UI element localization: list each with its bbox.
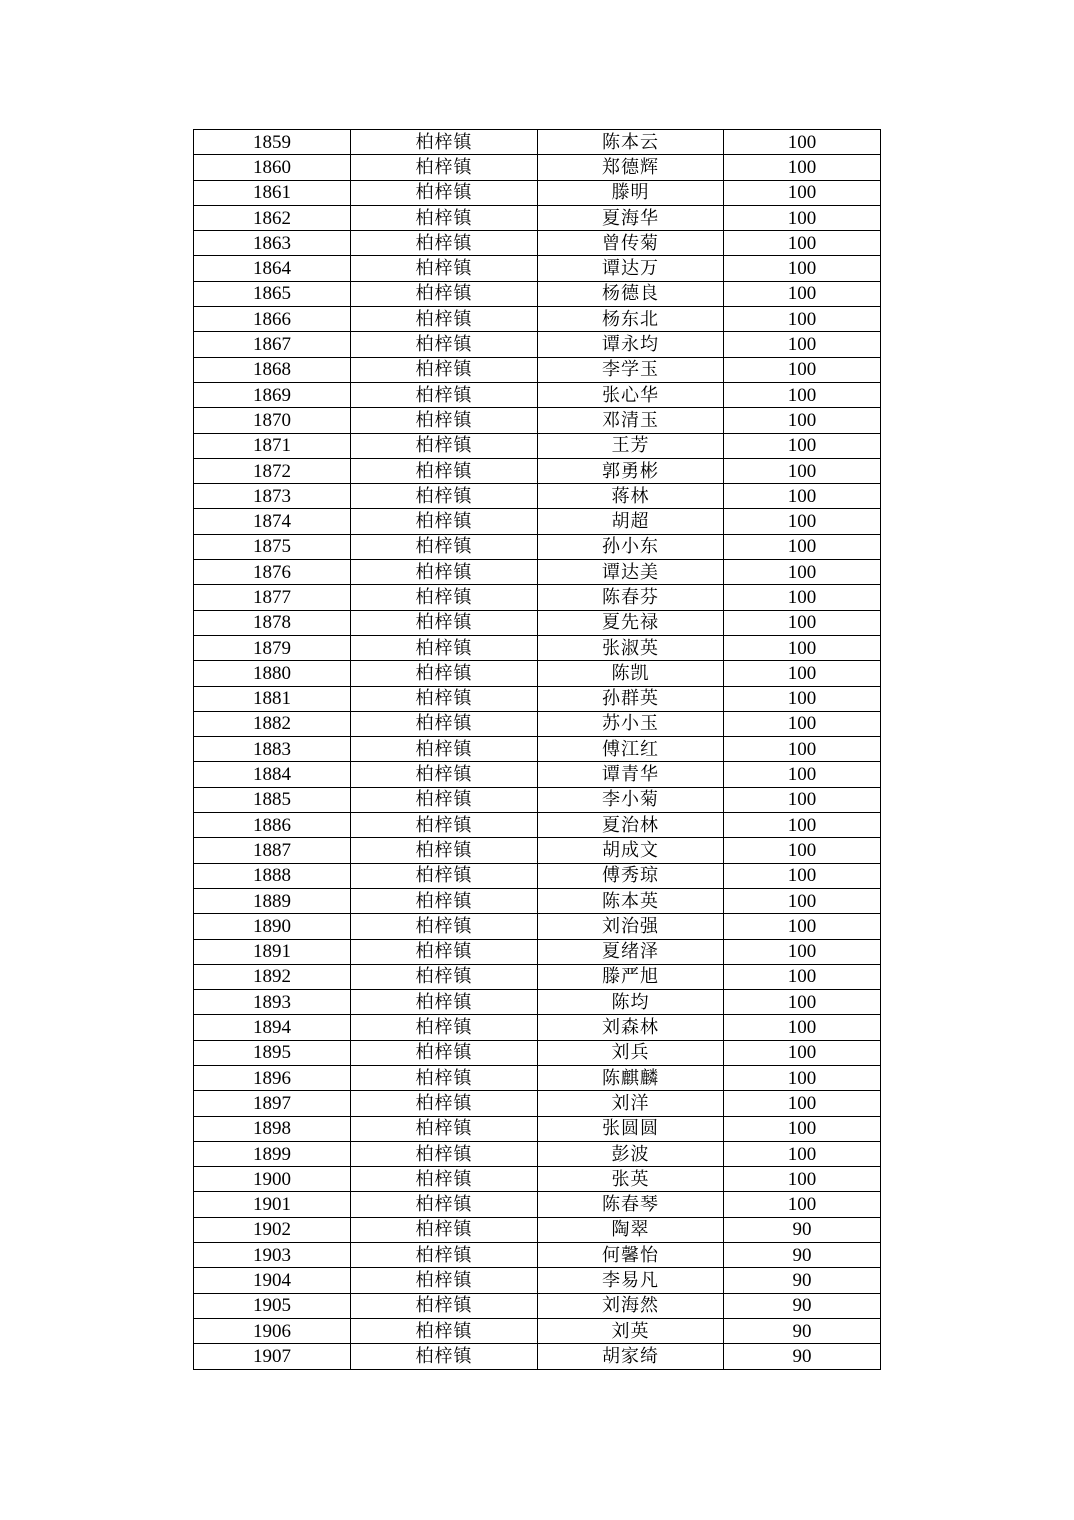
table-row [194, 1192, 881, 1217]
table-row [194, 1293, 881, 1318]
person-name-cell: 刘森林 [538, 1015, 724, 1040]
town-cell: 柏梓镇 [351, 1217, 538, 1242]
town-cell: 柏梓镇 [351, 180, 538, 205]
row-number-cell: 1877 [194, 585, 351, 610]
table-row [194, 610, 881, 635]
person-name-cell: 刘治强 [538, 914, 724, 939]
table-row [194, 585, 881, 610]
person-name-cell: 刘兵 [538, 1040, 724, 1065]
amount-cell: 100 [724, 863, 881, 888]
town-cell: 柏梓镇 [351, 1065, 538, 1090]
person-name-cell: 张淑英 [538, 635, 724, 660]
person-name-cell: 刘海然 [538, 1293, 724, 1318]
town-cell: 柏梓镇 [351, 1167, 538, 1192]
town-cell: 柏梓镇 [351, 281, 538, 306]
row-number-cell: 1876 [194, 560, 351, 585]
table-row [194, 231, 881, 256]
row-number-cell: 1899 [194, 1141, 351, 1166]
town-cell: 柏梓镇 [351, 484, 538, 509]
amount-cell: 100 [724, 914, 881, 939]
table-row [194, 1116, 881, 1141]
person-name-cell: 陈春琴 [538, 1192, 724, 1217]
amount-cell: 100 [724, 1192, 881, 1217]
person-name-cell: 夏先禄 [538, 610, 724, 635]
amount-cell: 100 [724, 155, 881, 180]
town-cell: 柏梓镇 [351, 1344, 538, 1369]
person-name-cell: 郑德辉 [538, 155, 724, 180]
row-number-cell: 1874 [194, 509, 351, 534]
row-number-cell: 1880 [194, 661, 351, 686]
amount-cell: 100 [724, 534, 881, 559]
town-cell: 柏梓镇 [351, 509, 538, 534]
row-number-cell: 1904 [194, 1268, 351, 1293]
town-cell: 柏梓镇 [351, 130, 538, 155]
person-name-cell: 陈均 [538, 990, 724, 1015]
table-row [194, 711, 881, 736]
table-row [194, 408, 881, 433]
amount-cell: 100 [724, 509, 881, 534]
town-cell: 柏梓镇 [351, 534, 538, 559]
town-cell: 柏梓镇 [351, 1116, 538, 1141]
person-name-cell: 滕严旭 [538, 964, 724, 989]
town-cell: 柏梓镇 [351, 610, 538, 635]
person-name-cell: 李小菊 [538, 787, 724, 812]
amount-cell: 100 [724, 939, 881, 964]
person-name-cell: 夏绪泽 [538, 939, 724, 964]
amount-cell: 100 [724, 990, 881, 1015]
amount-cell: 100 [724, 1167, 881, 1192]
person-name-cell: 陈春芬 [538, 585, 724, 610]
amount-cell: 90 [724, 1318, 881, 1343]
row-number-cell: 1869 [194, 382, 351, 407]
row-number-cell: 1897 [194, 1091, 351, 1116]
person-name-cell: 杨东北 [538, 307, 724, 332]
amount-cell: 90 [724, 1293, 881, 1318]
town-cell: 柏梓镇 [351, 813, 538, 838]
row-number-cell: 1878 [194, 610, 351, 635]
row-number-cell: 1867 [194, 332, 351, 357]
table-row [194, 964, 881, 989]
amount-cell: 100 [724, 787, 881, 812]
table-row [194, 990, 881, 1015]
person-name-cell: 彭波 [538, 1141, 724, 1166]
amount-cell: 100 [724, 610, 881, 635]
table-row [194, 1091, 881, 1116]
person-name-cell: 苏小玉 [538, 711, 724, 736]
person-name-cell: 邓清玉 [538, 408, 724, 433]
person-name-cell: 谭青华 [538, 762, 724, 787]
row-number-cell: 1859 [194, 130, 351, 155]
table-row [194, 1015, 881, 1040]
row-number-cell: 1901 [194, 1192, 351, 1217]
person-name-cell: 傅江红 [538, 737, 724, 762]
person-name-cell: 张英 [538, 1167, 724, 1192]
row-number-cell: 1895 [194, 1040, 351, 1065]
row-number-cell: 1884 [194, 762, 351, 787]
table-row [194, 281, 881, 306]
person-name-cell: 郭勇彬 [538, 458, 724, 483]
town-cell: 柏梓镇 [351, 256, 538, 281]
row-number-cell: 1862 [194, 205, 351, 230]
person-name-cell: 胡超 [538, 509, 724, 534]
row-number-cell: 1891 [194, 939, 351, 964]
table-row [194, 1167, 881, 1192]
town-cell: 柏梓镇 [351, 635, 538, 660]
table-row [194, 332, 881, 357]
amount-cell: 100 [724, 661, 881, 686]
row-number-cell: 1882 [194, 711, 351, 736]
person-name-cell: 谭永均 [538, 332, 724, 357]
row-number-cell: 1905 [194, 1293, 351, 1318]
row-number-cell: 1907 [194, 1344, 351, 1369]
town-cell: 柏梓镇 [351, 1141, 538, 1166]
town-cell: 柏梓镇 [351, 762, 538, 787]
table-row [194, 939, 881, 964]
row-number-cell: 1864 [194, 256, 351, 281]
town-cell: 柏梓镇 [351, 332, 538, 357]
table-row [194, 686, 881, 711]
town-cell: 柏梓镇 [351, 205, 538, 230]
amount-cell: 100 [724, 711, 881, 736]
amount-cell: 90 [724, 1243, 881, 1268]
amount-cell: 100 [724, 1116, 881, 1141]
row-number-cell: 1890 [194, 914, 351, 939]
row-number-cell: 1875 [194, 534, 351, 559]
town-cell: 柏梓镇 [351, 585, 538, 610]
person-name-cell: 王芳 [538, 433, 724, 458]
town-cell: 柏梓镇 [351, 1192, 538, 1217]
table-row [194, 180, 881, 205]
amount-cell: 100 [724, 1065, 881, 1090]
table-row [194, 1344, 881, 1369]
town-cell: 柏梓镇 [351, 787, 538, 812]
person-name-cell: 胡家绮 [538, 1344, 724, 1369]
amount-cell: 100 [724, 180, 881, 205]
person-name-cell: 傅秀琼 [538, 863, 724, 888]
town-cell: 柏梓镇 [351, 357, 538, 382]
town-cell: 柏梓镇 [351, 408, 538, 433]
amount-cell: 100 [724, 130, 881, 155]
person-name-cell: 夏治林 [538, 813, 724, 838]
town-cell: 柏梓镇 [351, 1268, 538, 1293]
table-row [194, 357, 881, 382]
table-row [194, 484, 881, 509]
row-number-cell: 1902 [194, 1217, 351, 1242]
table-row [194, 888, 881, 913]
person-name-cell: 陈本云 [538, 130, 724, 155]
amount-cell: 100 [724, 838, 881, 863]
town-cell: 柏梓镇 [351, 1293, 538, 1318]
town-cell: 柏梓镇 [351, 1040, 538, 1065]
person-name-cell: 孙群英 [538, 686, 724, 711]
table-row [194, 509, 881, 534]
amount-cell: 100 [724, 1141, 881, 1166]
amount-cell: 100 [724, 256, 881, 281]
row-number-cell: 1870 [194, 408, 351, 433]
row-number-cell: 1903 [194, 1243, 351, 1268]
table-row [194, 130, 881, 155]
table-row [194, 737, 881, 762]
row-number-cell: 1887 [194, 838, 351, 863]
town-cell: 柏梓镇 [351, 1243, 538, 1268]
town-cell: 柏梓镇 [351, 737, 538, 762]
person-name-cell: 张心华 [538, 382, 724, 407]
person-name-cell: 刘英 [538, 1318, 724, 1343]
row-number-cell: 1896 [194, 1065, 351, 1090]
table-row [194, 813, 881, 838]
town-cell: 柏梓镇 [351, 382, 538, 407]
amount-cell: 100 [724, 408, 881, 433]
amount-cell: 100 [724, 231, 881, 256]
town-cell: 柏梓镇 [351, 1091, 538, 1116]
amount-cell: 100 [724, 307, 881, 332]
amount-cell: 100 [724, 686, 881, 711]
table-row [194, 635, 881, 660]
table-row [194, 1065, 881, 1090]
amount-cell: 100 [724, 1040, 881, 1065]
row-number-cell: 1885 [194, 787, 351, 812]
town-cell: 柏梓镇 [351, 964, 538, 989]
town-cell: 柏梓镇 [351, 231, 538, 256]
amount-cell: 100 [724, 813, 881, 838]
row-number-cell: 1879 [194, 635, 351, 660]
amount-cell: 100 [724, 484, 881, 509]
person-name-cell: 夏海华 [538, 205, 724, 230]
table-row [194, 787, 881, 812]
town-cell: 柏梓镇 [351, 888, 538, 913]
table-row [194, 1217, 881, 1242]
person-name-cell: 陈凯 [538, 661, 724, 686]
person-name-cell: 何馨怡 [538, 1243, 724, 1268]
table-row [194, 838, 881, 863]
town-cell: 柏梓镇 [351, 155, 538, 180]
table-row [194, 1243, 881, 1268]
table-row [194, 1141, 881, 1166]
table-row [194, 1268, 881, 1293]
town-cell: 柏梓镇 [351, 1015, 538, 1040]
town-cell: 柏梓镇 [351, 838, 538, 863]
person-name-cell: 李学玉 [538, 357, 724, 382]
person-name-cell: 陶翠 [538, 1217, 724, 1242]
row-number-cell: 1906 [194, 1318, 351, 1343]
person-name-cell: 滕明 [538, 180, 724, 205]
person-name-cell: 谭达美 [538, 560, 724, 585]
row-number-cell: 1898 [194, 1116, 351, 1141]
town-cell: 柏梓镇 [351, 711, 538, 736]
table-row [194, 762, 881, 787]
table-row [194, 307, 881, 332]
table-row [194, 256, 881, 281]
town-cell: 柏梓镇 [351, 433, 538, 458]
town-cell: 柏梓镇 [351, 307, 538, 332]
person-name-cell: 刘洋 [538, 1091, 724, 1116]
row-number-cell: 1863 [194, 231, 351, 256]
row-number-cell: 1892 [194, 964, 351, 989]
row-number-cell: 1866 [194, 307, 351, 332]
person-name-cell: 蒋林 [538, 484, 724, 509]
roster-table-body [194, 130, 881, 1370]
row-number-cell: 1888 [194, 863, 351, 888]
town-cell: 柏梓镇 [351, 661, 538, 686]
amount-cell: 100 [724, 433, 881, 458]
person-name-cell: 李易凡 [538, 1268, 724, 1293]
row-number-cell: 1860 [194, 155, 351, 180]
person-name-cell: 杨德良 [538, 281, 724, 306]
amount-cell: 100 [724, 585, 881, 610]
row-number-cell: 1861 [194, 180, 351, 205]
amount-cell: 100 [724, 458, 881, 483]
table-row [194, 914, 881, 939]
amount-cell: 100 [724, 762, 881, 787]
town-cell: 柏梓镇 [351, 458, 538, 483]
person-name-cell: 曾传菊 [538, 231, 724, 256]
table-row [194, 382, 881, 407]
amount-cell: 100 [724, 1015, 881, 1040]
table-row [194, 458, 881, 483]
row-number-cell: 1871 [194, 433, 351, 458]
amount-cell: 100 [724, 281, 881, 306]
person-name-cell: 谭达万 [538, 256, 724, 281]
town-cell: 柏梓镇 [351, 990, 538, 1015]
amount-cell: 100 [724, 560, 881, 585]
row-number-cell: 1886 [194, 813, 351, 838]
row-number-cell: 1881 [194, 686, 351, 711]
row-number-cell: 1868 [194, 357, 351, 382]
town-cell: 柏梓镇 [351, 863, 538, 888]
amount-cell: 90 [724, 1268, 881, 1293]
row-number-cell: 1872 [194, 458, 351, 483]
amount-cell: 100 [724, 357, 881, 382]
row-number-cell: 1894 [194, 1015, 351, 1040]
table-row [194, 433, 881, 458]
person-name-cell: 陈麒麟 [538, 1065, 724, 1090]
amount-cell: 100 [724, 1091, 881, 1116]
row-number-cell: 1873 [194, 484, 351, 509]
amount-cell: 100 [724, 205, 881, 230]
amount-cell: 90 [724, 1217, 881, 1242]
amount-cell: 100 [724, 382, 881, 407]
person-name-cell: 胡成文 [538, 838, 724, 863]
table-row [194, 155, 881, 180]
table-row [194, 863, 881, 888]
row-number-cell: 1865 [194, 281, 351, 306]
town-cell: 柏梓镇 [351, 1318, 538, 1343]
amount-cell: 100 [724, 737, 881, 762]
town-cell: 柏梓镇 [351, 939, 538, 964]
person-name-cell: 孙小东 [538, 534, 724, 559]
person-name-cell: 张圆圆 [538, 1116, 724, 1141]
table-row [194, 205, 881, 230]
amount-cell: 100 [724, 964, 881, 989]
table-row [194, 1040, 881, 1065]
roster-table [193, 129, 881, 1370]
table-row [194, 1318, 881, 1343]
row-number-cell: 1900 [194, 1167, 351, 1192]
row-number-cell: 1883 [194, 737, 351, 762]
town-cell: 柏梓镇 [351, 560, 538, 585]
amount-cell: 100 [724, 332, 881, 357]
person-name-cell: 陈本英 [538, 888, 724, 913]
town-cell: 柏梓镇 [351, 914, 538, 939]
row-number-cell: 1893 [194, 990, 351, 1015]
table-row [194, 661, 881, 686]
amount-cell: 90 [724, 1344, 881, 1369]
town-cell: 柏梓镇 [351, 686, 538, 711]
amount-cell: 100 [724, 888, 881, 913]
table-row [194, 560, 881, 585]
row-number-cell: 1889 [194, 888, 351, 913]
amount-cell: 100 [724, 635, 881, 660]
table-row [194, 534, 881, 559]
